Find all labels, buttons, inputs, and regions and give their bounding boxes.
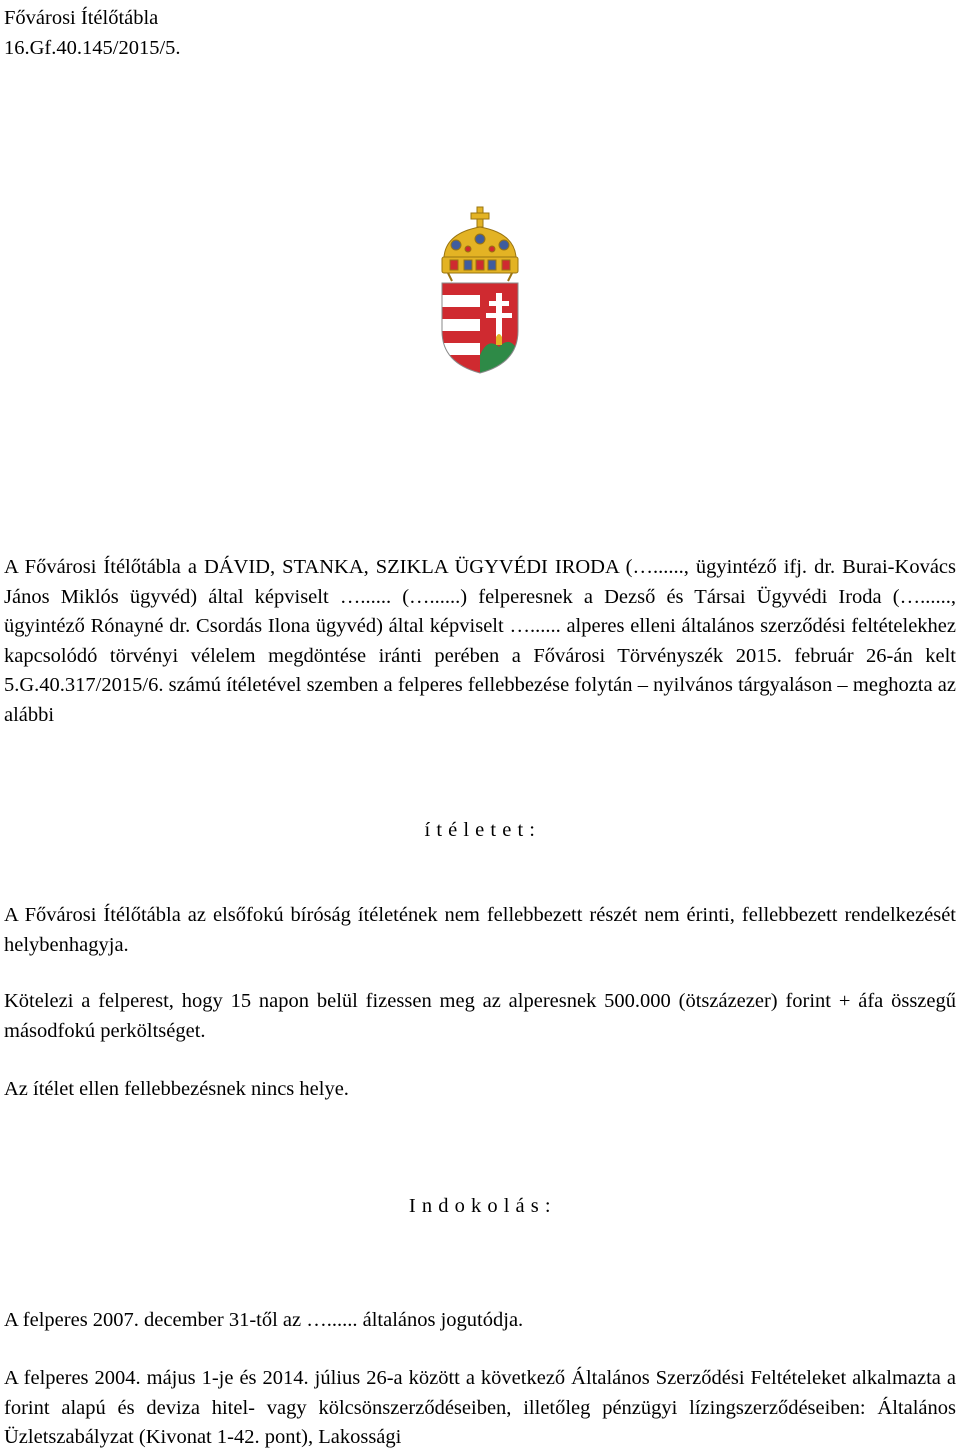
- intro-paragraph: A Fővárosi Ítélőtábla a DÁVID, STANKA, SZIKLA ÜGYVÉDI IRODA (…......, ügyintéző ifj. dr. Burai-Kovács János Miklós ügyvéd) által képviselt …...... (…......) felperesnek a Dezső és Társai Ügyvédi Iroda (…......, ügyintéző Rónayné dr. Csordás Ilona ügyvéd) által képviselt …...... alperes elleni általános szerződési feltételekhez kapcsolódó törvényi vélelem megdöntése iránti perében a Fővárosi Törvényszék 2015. február 26-án kelt 5.G.40.317/2015/6. számú ítéletével szemben a felperes fellebbezése folytán – nyilvános tárgyaláson – meghozta az alábbi: [4, 556, 956, 726]
- crown: [442, 227, 518, 281]
- reasoning-paragraph: A felperes 2004. május 1-je és 2014. július 26-a között a következő Általános Szerződési Feltételeket alkalmazta a forint alapú és deviza hitel- vagy kölcsönszerződéseiben, illetőleg pénzügyi lízingszerződéseiben: Általános Üzletszabályzat (Kivonat 1-42. pont), Lakossági: [4, 1367, 956, 1448]
- decision-paragraph: Kötelezi a felperest, hogy 15 napon belül fizessen meg az alperesnek 500.000 (ötszázezer) forint + áfa összegű másodfokú perköltséget.: [4, 990, 956, 1042]
- verdict-heading: í t é l e t e t :: [424, 819, 536, 841]
- court-name: Fővárosi Ítélőtábla: [4, 7, 159, 29]
- decision-paragraph: Az ítélet ellen fellebbezésnek nincs helye.: [4, 1078, 349, 1100]
- case-number: 16.Gf.40.145/2015/5.: [4, 37, 181, 59]
- reasoning-paragraph: A felperes 2007. december 31-től az …...... általános jogutódja.: [4, 1309, 524, 1331]
- decision-paragraph: A Fővárosi Ítélőtábla az elsőfokú bíróság ítéletének nem fellebbezett részét nem érinti, fellebbezett rendelkezését helybenhagyja.: [4, 904, 956, 956]
- crown-cross: [471, 207, 489, 227]
- coat-of-arms-icon: [436, 205, 524, 377]
- reasoning-heading: I n d o k o l á s :: [408, 1195, 552, 1217]
